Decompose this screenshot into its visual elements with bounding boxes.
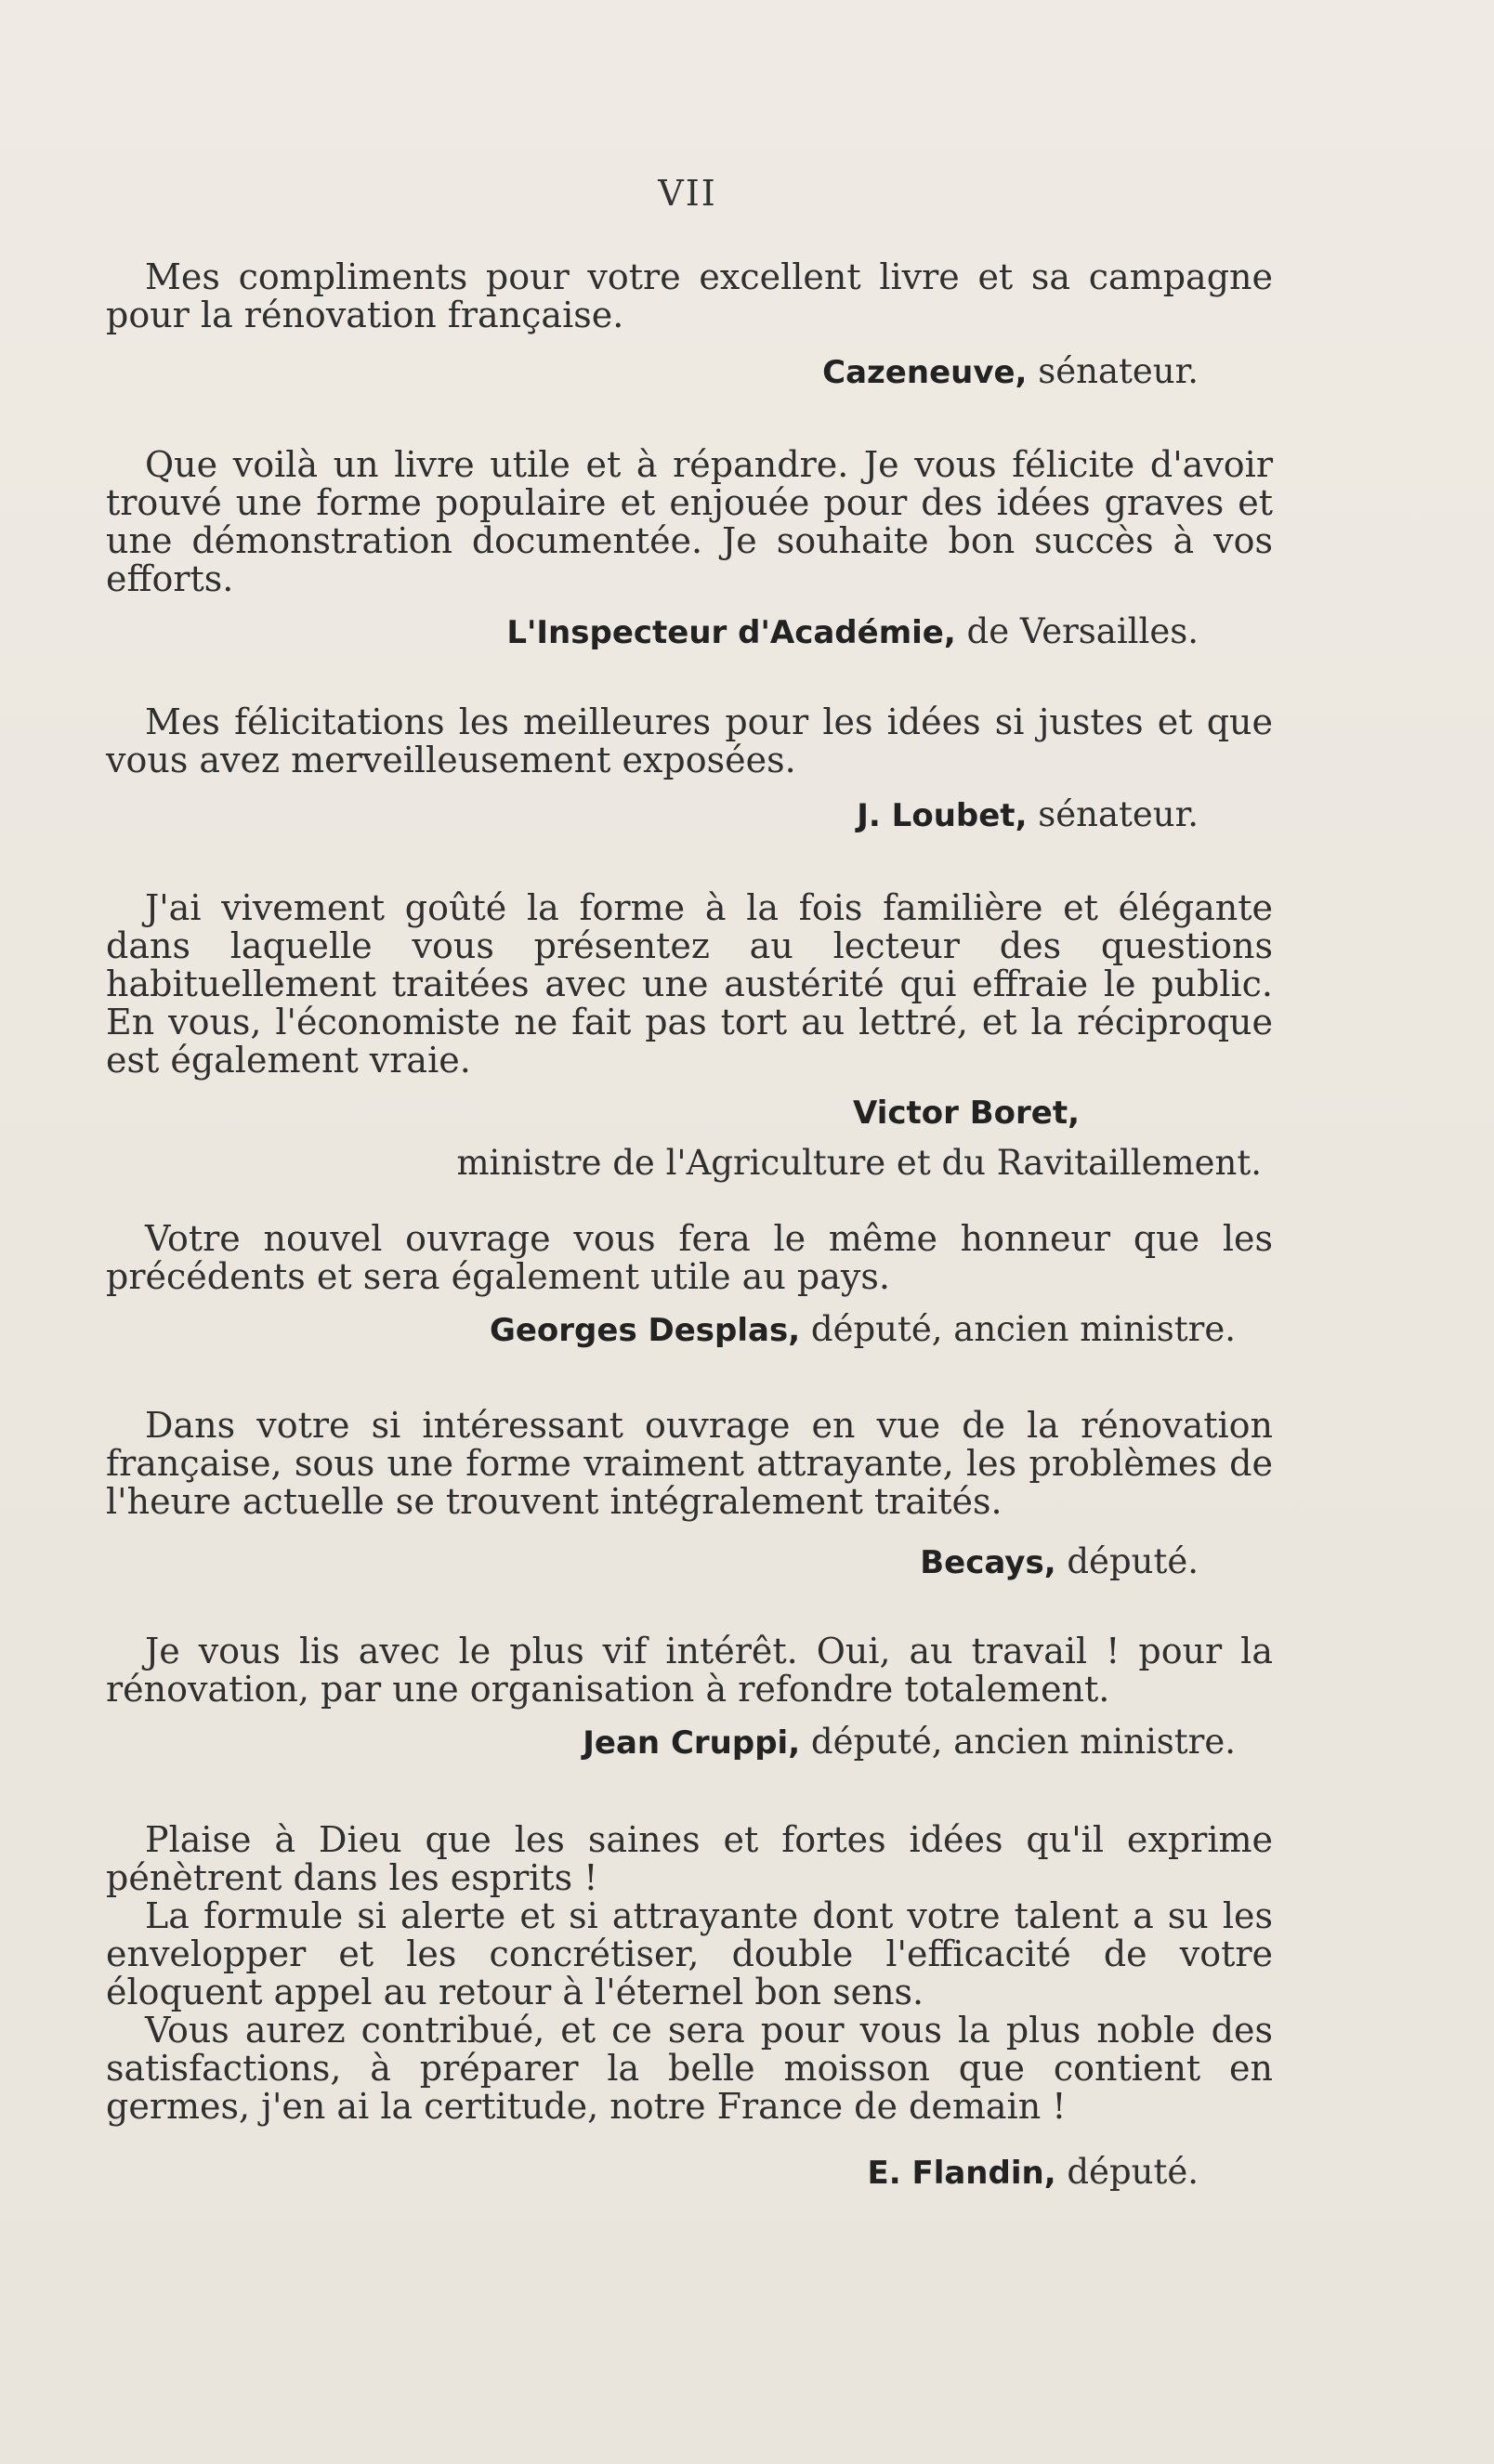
letter-body	[106, 1632, 1273, 1709]
letter-body	[106, 1220, 1273, 1296]
letter-paragraph: Que voilà un livre utile et à répandre. Je vous félicite d'avoir trouvé une forme populaire et enjouée pour des idées graves et une démonstration documentée. Je souhaite bon succès à vos efforts.	[106, 444, 1273, 599]
letter-cruppi	[106, 1632, 1273, 1763]
letter-body	[106, 703, 1273, 780]
signature-title: député, ancien ministre.	[800, 1309, 1236, 1349]
signature-title: sénateur.	[1027, 794, 1199, 834]
signature	[106, 1541, 1273, 1583]
signature	[106, 2152, 1273, 2194]
signature-name: Georges Desplas,	[489, 1312, 801, 1349]
letter-body	[106, 1407, 1273, 1521]
letter-paragraph: La formule si alerte et si attrayante dont votre talent a su les envelopper et les concrétiser, double l'efficacité de votre éloquent appel au retour à l'éternel bon sens.	[106, 1895, 1273, 2012]
signature-name: Victor Boret,	[852, 1094, 1080, 1132]
signature-title: ministre de l'Agriculture et du Ravitaillement.	[456, 1143, 1262, 1183]
letter-cazeneuve	[106, 258, 1273, 393]
letter-paragraph: Plaise à Dieu que les saines et fortes idées qu'il exprime pénètrent dans les esprits !	[106, 1819, 1273, 1898]
letter-paragraph: Mes félicitations les meilleures pour les idées si justes et que vous avez merveilleusement exposées.	[106, 701, 1273, 780]
page-number: VII	[658, 173, 717, 214]
letter-paragraph: Mes compliments pour votre excellent livre et sa campagne pour la rénovation française.	[106, 256, 1273, 335]
letter-paragraph: J'ai vivement goûté la forme à la fois familière et élégante dans laquelle vous présentez au lecteur des questions habituellement traitées avec une austérité qui effraie le public. En vous, l'économiste ne fait pas tort au lettré, et la réciproque est également vraie.	[106, 887, 1273, 1081]
letter-boret	[106, 889, 1273, 1184]
signature-name: Jean Cruppi,	[583, 1724, 801, 1762]
letter-paragraph: Votre nouvel ouvrage vous fera le même honneur que les précédents et sera également utile au pays.	[106, 1218, 1273, 1297]
letter-flandin	[106, 1821, 1273, 2194]
signature-name: Becays,	[920, 1544, 1056, 1581]
signature-title: député.	[1055, 2152, 1199, 2192]
signature	[106, 1309, 1273, 1351]
signature-name: E. Flandin,	[867, 2155, 1056, 2192]
signature-title: sénateur.	[1027, 351, 1199, 391]
letter-loubet	[106, 703, 1273, 836]
letter-paragraph: Vous aurez contribué, et ce sera pour vous la plus noble des satisfactions, à préparer la belle moisson que contient en germes, j'en ai la certitude, notre France de demain !	[106, 2010, 1273, 2127]
signature	[106, 1722, 1273, 1763]
signature	[106, 611, 1273, 653]
signature-title: de Versailles.	[955, 611, 1199, 651]
signature-name: L'Inspecteur d'Académie,	[506, 614, 956, 651]
letter-inspecteur	[106, 446, 1273, 653]
letter-body	[106, 258, 1273, 334]
letter-body	[106, 446, 1273, 598]
signature-title: député, ancien ministre.	[800, 1722, 1236, 1762]
letter-body	[106, 889, 1273, 1080]
letter-desplas	[106, 1220, 1273, 1351]
signature	[106, 794, 1273, 836]
signature	[106, 351, 1273, 393]
letter-body	[106, 1821, 1273, 2126]
letter-paragraph: Dans votre si intéressant ouvrage en vue de la rénovation française, sous une forme vraiment attrayante, les problèmes de l'heure actuelle se trouvent intégralement traités.	[106, 1405, 1273, 1522]
letter-paragraph: Je vous lis avec le plus vif intérêt. Oui, au travail ! pour la rénovation, par une organisation à refondre totalement.	[106, 1631, 1273, 1710]
signature-title: député.	[1055, 1541, 1199, 1581]
signature	[106, 1093, 1273, 1184]
signature-name: J. Loubet,	[857, 797, 1028, 834]
letter-becays	[106, 1407, 1273, 1583]
signature-name: Cazeneuve,	[822, 354, 1028, 391]
